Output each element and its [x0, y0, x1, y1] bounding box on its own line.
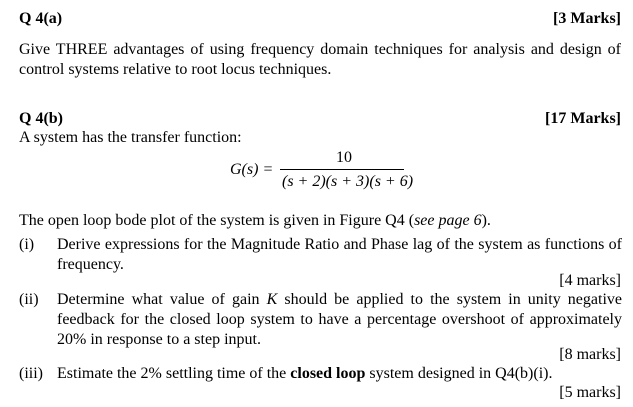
equation-lhs: G(s) = [230, 161, 274, 178]
part-iii-label: (iii) [19, 365, 43, 382]
part-iii-text-post: system designed in Q4(b)(i). [365, 365, 553, 382]
equation-numerator: 10 [336, 149, 352, 166]
part-iii-text [57, 364, 552, 384]
part-i-label: (i) [19, 236, 35, 253]
part-i-marks: [4 marks] [559, 272, 621, 289]
part-ii-text [57, 290, 622, 350]
q4b-intro: A system has the transfer function: [19, 129, 242, 146]
closed-loop-emphasis: closed loop [290, 365, 366, 382]
bode-text-post: ). [481, 212, 491, 229]
part-iii-text-pre: Estimate the 2% settling time of the [57, 365, 291, 382]
part-iii-marks: [5 marks] [559, 384, 621, 401]
q4a-heading: Q 4(a) [19, 10, 63, 27]
transfer-function [230, 146, 420, 192]
part-ii-label: (ii) [19, 291, 39, 308]
part-ii-text-pre: Determine what value of gain [57, 291, 267, 308]
fraction-bar [280, 169, 404, 170]
q4a-marks: [3 Marks] [553, 10, 621, 27]
q4b-heading: Q 4(b) [19, 110, 63, 127]
part-ii-text-post: should be applied to the system in unity negative feedback for the closed loop system to have a percentage overshoot of approximately 20% in response to a step input. [57, 291, 622, 348]
bode-text-pre: The open loop bode plot of the system is given in Figure Q4 ( [19, 212, 415, 229]
gain-variable: K [266, 291, 278, 308]
part-ii-marks: [8 marks] [559, 346, 621, 363]
equation-denominator: (s + 2)(s + 3)(s + 6) [282, 173, 414, 190]
bode-plot-sentence [19, 211, 491, 231]
bode-page-ref: see page 6 [414, 212, 482, 229]
q4a-question-text: Give THREE advantages of using frequency domain techniques for analysis and design of control systems relative to root locus techniques. [19, 41, 621, 78]
q4b-marks: [17 Marks] [545, 110, 621, 127]
part-i-text: Derive expressions for the Magnitude Ratio and Phase lag of the system as functions of frequency. [57, 236, 622, 273]
